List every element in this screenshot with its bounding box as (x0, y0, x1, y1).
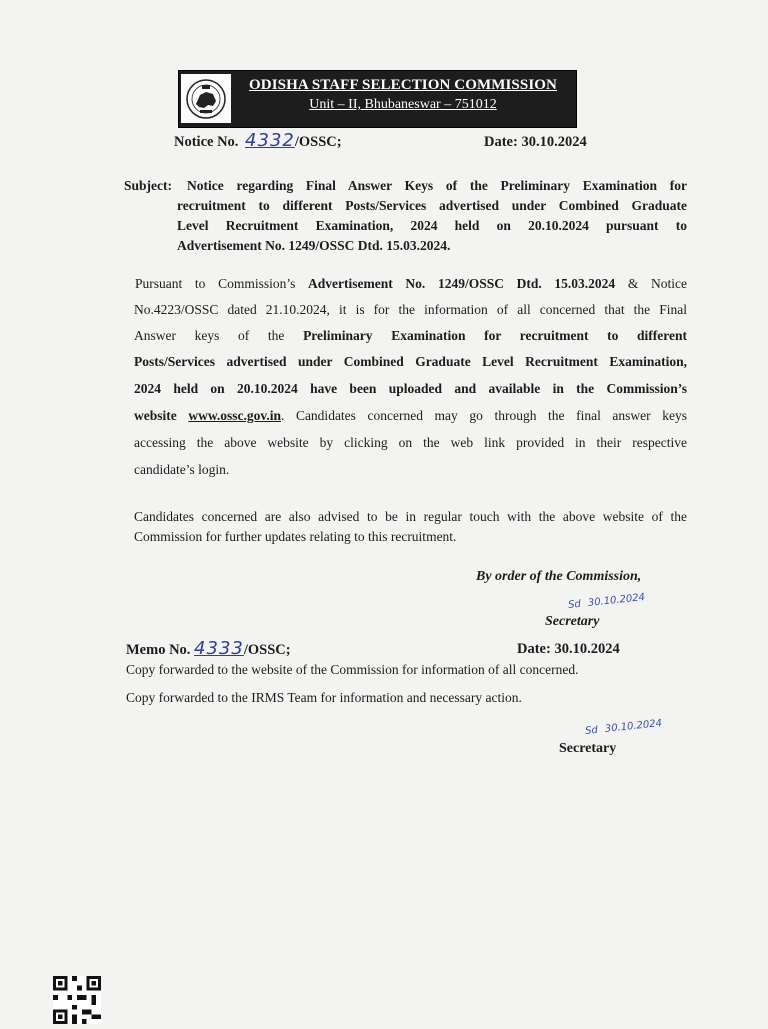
memo-prefix: Memo No. (126, 642, 191, 658)
memo-suffix: /OSSC; (243, 642, 291, 658)
commission-title: ODISHA STAFF SELECTION COMMISSION (249, 77, 557, 93)
memo-number: 4333 (194, 638, 244, 659)
website-link[interactable]: www.ossc.gov.in (188, 408, 281, 423)
body-text: . Candidates concerned may go through the final answer keys (280, 408, 687, 423)
body-text: Answer keys of the (134, 328, 304, 343)
subject-line: Notice regarding Final Answer Keys of the Preliminary Examination for (187, 178, 687, 193)
body-line (134, 402, 687, 429)
secretary-label: Secretary (559, 741, 617, 756)
body-line (134, 322, 687, 349)
body-text: Pursuant to Commission’s (135, 276, 309, 291)
subject-line: Advertisement No. 1249/OSSC Dtd. 15.03.2024. (177, 238, 451, 253)
notice-prefix: Notice No. (174, 134, 239, 150)
body-text: & Notice (615, 276, 687, 291)
body-line: Commission for further updates relating to this recruitment. (134, 529, 457, 544)
odisha-state-emblem-icon (181, 74, 231, 123)
signature-date: 30.10.2024 (604, 717, 663, 735)
qr-code-icon (52, 976, 102, 1024)
signature (585, 718, 663, 737)
notice-date: Date: 30.10.2024 (484, 134, 587, 150)
body-line: accessing the above website by clicking on the web link provided in their respective (134, 435, 687, 450)
signature-initials: Sd (567, 598, 582, 612)
body-line: candidate’s login. (134, 462, 230, 477)
body-line (135, 270, 687, 297)
commission-address: Unit – II, Bhubaneswar – 751012 (309, 97, 497, 112)
subject-line: recruitment to different Posts/Services advertised under Combined Graduate (177, 198, 687, 213)
signature-initials: Sd (584, 724, 599, 738)
body-line: 2024 held on 20.10.2024 have been uploaded and available in the Commission’s (134, 381, 687, 396)
advertisement-ref: Advertisement No. 1249/OSSC Dtd. 15.03.2024 (308, 276, 616, 291)
signature (568, 592, 646, 611)
copy-forwarded-line: Copy forwarded to the IRMS Team for information and necessary action. (126, 690, 522, 705)
notice-suffix: /OSSC; (294, 134, 342, 150)
secretary-label: Secretary (545, 614, 600, 629)
notice-number: 4332 (245, 130, 295, 151)
by-order-line: By order of the Commission, (476, 569, 642, 584)
body-line: Posts/Services advertised under Combined Graduate Level Recruitment Examination, (134, 354, 687, 369)
body-bold-text: website (134, 408, 189, 423)
body-line: No.4223/OSSC dated 21.10.2024, it is for the information of all concerned that the Final (134, 302, 687, 317)
subject-label: Subject: (124, 178, 172, 193)
notice-number-line (174, 130, 342, 151)
subject-line: Level Recruitment Examination, 2024 held on 20.10.2024 pursuant to (177, 218, 687, 233)
body-line: Candidates concerned are also advised to be in regular touch with the above website of the (134, 509, 687, 524)
signature-date: 30.10.2024 (587, 591, 646, 609)
copy-forwarded-line: Copy forwarded to the website of the Commission for information of all concerned. (126, 662, 579, 677)
body-bold-text: Preliminary Examination for recruitment to different (303, 328, 687, 343)
memo-date: Date: 30.10.2024 (517, 641, 620, 657)
